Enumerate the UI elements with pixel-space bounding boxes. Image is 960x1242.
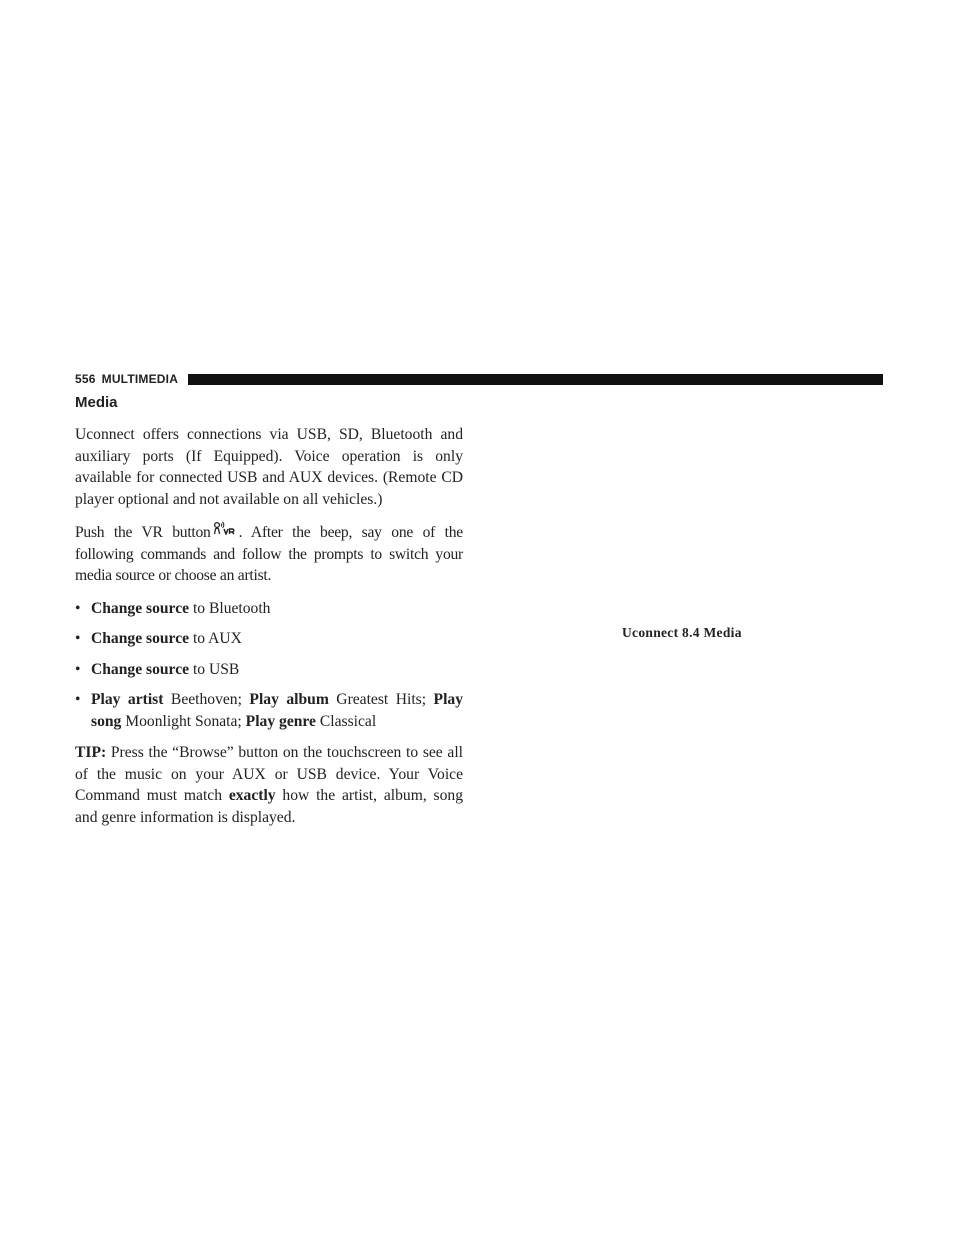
- command-target: Beethoven;: [163, 691, 250, 708]
- section-name: MULTIMEDIA: [101, 372, 179, 386]
- page-number: 556: [75, 372, 96, 386]
- tip-label: TIP:: [75, 744, 107, 761]
- command-target: to AUX: [189, 630, 242, 647]
- section-title: Media: [75, 394, 118, 411]
- list-item: [75, 659, 463, 681]
- vr-text-after: . After the beep, say one of the following commands and follow the prompts to switch your media source or choose an artist.: [75, 524, 463, 584]
- bullet: •: [75, 660, 81, 678]
- list-item: [75, 598, 463, 620]
- command-keyword: Play album: [249, 691, 329, 708]
- command-target: to Bluetooth: [189, 599, 271, 617]
- main-column: [75, 394, 463, 839]
- command-keyword: Play song: [91, 691, 463, 730]
- vr-text-before: Push the VR button: [75, 524, 211, 541]
- command-target: Greatest Hits;: [328, 691, 434, 708]
- vr-paragraph: [75, 521, 463, 587]
- bullet: •: [75, 630, 81, 647]
- command-list: [75, 598, 463, 733]
- command-target: Classical: [315, 712, 377, 730]
- command-keyword: Play genre: [245, 712, 316, 730]
- bullet: •: [75, 599, 81, 617]
- command-keyword: Change source: [91, 660, 190, 678]
- tip-text: how the artist, album, song and genre information is displayed.: [75, 787, 463, 826]
- tip-paragraph: [75, 742, 463, 828]
- tip-emphasis: exactly: [228, 787, 276, 804]
- voice-recognition-icon: [213, 521, 237, 535]
- bullet: •: [75, 691, 81, 708]
- command-keyword: Change source: [91, 599, 190, 617]
- figure-caption: Uconnect 8.4 Media: [622, 625, 742, 640]
- intro-paragraph: Uconnect offers connections via USB, SD, Bluetooth and auxiliary ports (If Equipped). Voice operation is only available for connected USB and AUX devices. (Remote CD player optional and not available on all vehicles.): [75, 426, 463, 508]
- list-item: [75, 628, 463, 650]
- page-header: [75, 372, 883, 386]
- command-keyword: Play artist: [91, 691, 164, 708]
- command-target: Moonlight Sonata;: [121, 712, 246, 730]
- command-keyword: Change source: [91, 630, 190, 647]
- list-item: [75, 689, 463, 732]
- tip-text: Press the “Browse” button on the touchscreen to see all of the music on your AUX or USB device. Your Voice Command must match: [75, 744, 463, 804]
- command-target: to USB: [189, 660, 240, 678]
- header-rule: [188, 374, 883, 385]
